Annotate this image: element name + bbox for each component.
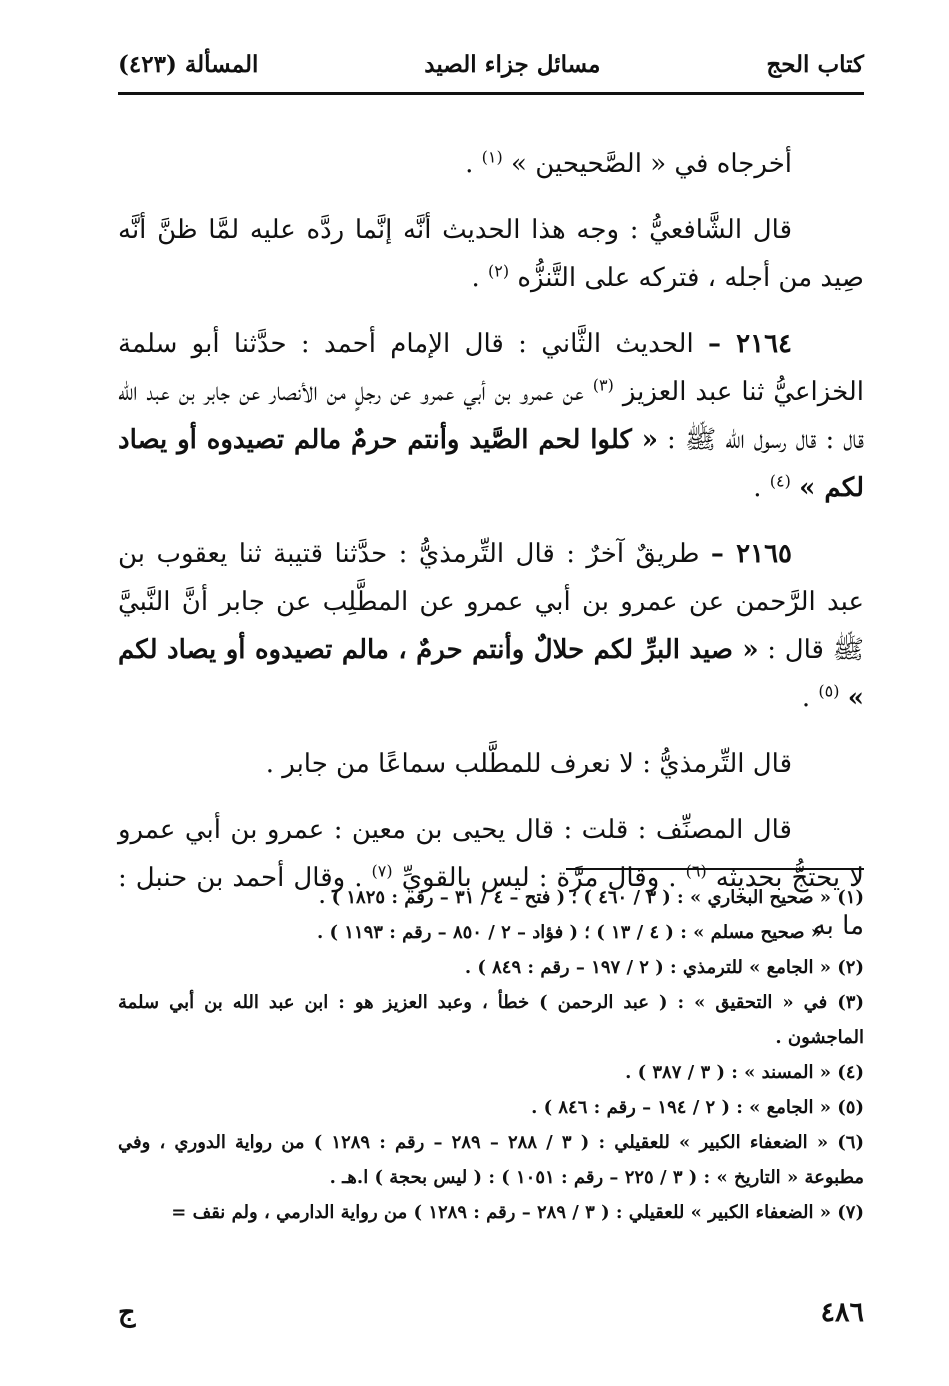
footnote-item: (٥) « الجامع » : ( ٢ / ١٩٤ – رقم : ٨٤٦ ) . bbox=[531, 1097, 864, 1118]
paragraph-2: قال الشَّافعيُّ : وجه هذا الحديث أنَّه إنَّما ردَّه عليه لمَّا ظنَّ أنَّه صِيد من أجله ، فتركه على التَّنزُّه $^{(٢)}$ . bbox=[118, 215, 864, 293]
footnote-item: (٦) « الضعفاء الكبير » للعقيلي : ( ٣ / ٢٨٨ – ٢٨٩ – رقم : ١٢٨٩ ) من رواية الدوري ، وفي مطبوعة « التاريخ » : ( ٣ / ٢٢٥ – رقم : ١٠٥١ ) : ( ليس بحجة ) ا.هـ . bbox=[118, 1132, 864, 1188]
footnote-item: (٢) « الجامع » للترمذي : ( ٢ / ١٩٧ – رقم : ٨٤٩ ) . bbox=[464, 957, 864, 978]
page-number: ٤٨٦ bbox=[820, 1296, 864, 1328]
page-footer bbox=[118, 1290, 864, 1334]
hadith-quote: « صيد البرِّ لكم حلالٌ وأنتم حرمٌ ، مالم تصيدوه أو يصاد لكم » bbox=[118, 635, 864, 713]
footnote-ref: (٤) bbox=[769, 471, 791, 491]
footnote-ref: (٧) bbox=[371, 861, 393, 881]
footnote-ref: (٦) bbox=[685, 861, 707, 881]
hadith-number: ٢١٦٤ – bbox=[708, 329, 793, 359]
signature-mark: ج bbox=[118, 1296, 136, 1328]
hadith-number: ٢١٦٥ – bbox=[710, 539, 792, 569]
footnotes bbox=[118, 880, 864, 1230]
footnote-divider bbox=[566, 868, 864, 870]
paragraph-5: قال التِّرمذيُّ : لا نعرف للمطَّلب سماعًا من جابر . bbox=[265, 749, 792, 779]
footnote-ref: (١) bbox=[481, 147, 503, 167]
running-header bbox=[118, 44, 864, 84]
footnote-item: « صحيح مسلم » : ( ٤ / ١٣ ) ؛ ( فؤاد – ٢ / ٨٥٠ – رقم : ١١٩٣ ) . bbox=[316, 922, 822, 943]
footnote-ref: (٥) bbox=[818, 681, 840, 701]
hadith-2164: ٢١٦٤ – الحديث الثَّاني : قال الإمام أحمد : حدَّثنا أبو سلمة الخزاعيُّ ثنا عبد العزيز $^{(٣)}$ عن عمرو بن أبي عمرو عن رجلٍ من الأنصار عن جابر بن عبد الله قال : قال رسول الله ﷺ : « كلوا لحم الصَّيد وأنتم حرمٌ مالم تصيدوه أو يصاد لكم » $^{(٤)}$ . bbox=[118, 329, 865, 503]
footnote-ref: (٣) bbox=[592, 375, 614, 395]
hadith-quote: « كلوا لحم الصَّيد وأنتم حرمٌ مالم تصيدوه أو يصاد لكم » bbox=[118, 425, 864, 503]
header-chapter-title: مسائل جزاء الصيد bbox=[424, 50, 601, 78]
footnote-item: (٤) « المسند » : ( ٣ / ٣٨٧ ) . bbox=[625, 1062, 864, 1083]
main-text bbox=[118, 140, 864, 968]
paragraph-1: أخرجاه في « الصَّحيحين » $^{(١)}$ . bbox=[465, 147, 792, 179]
paragraph-6: قال المصنِّف : قلت : قال يحيى بن معين : عمرو بن أبي عمرو لا يحتجُّ بحديثه $^{(٦)}$ . وقال مرَّة : ليس بالقويِّ $^{(٧)}$ . وقال أحمد بن حنبل : ما به bbox=[118, 815, 865, 941]
header-book-title: كتاب الحج bbox=[766, 50, 864, 78]
footnote-ref: (٢) bbox=[487, 261, 510, 281]
header-divider bbox=[118, 92, 864, 95]
footnote-item: (٧) « الضعفاء الكبير » للعقيلي : ( ٣ / ٢٨٩ – رقم : ١٢٨٩ ) من رواية الدارمي ، ولم نقف = bbox=[171, 1202, 864, 1223]
footnote-item: (٣) في « التحقيق » : ( عبد الرحمن ) خطأ ، وعبد العزيز هو : ابن عبد الله بن أبي سلمة الماجشون . bbox=[118, 992, 864, 1048]
header-issue-number: المسألة (٤٢٣) bbox=[118, 50, 259, 78]
hadith-2165: ٢١٦٥ – طريقٌ آخرٌ : قال التِّرمذيُّ : حدَّثنا قتيبة ثنا يعقوب بن عبد الرَّحمن عن عمرو بن أبي عمرو عن المطَّلِب عن جابر أنَّ النَّبيَّ ﷺ قال : « صيد البرِّ لكم حلالٌ وأنتم حرمٌ ، مالم تصيدوه أو يصاد لكم » $^{(٥)}$ . bbox=[118, 539, 864, 713]
footnote-item: (١) « صحيح البخاري » : ( ٣ / ٤٦٠ ) ؛ ( فتح – ٤ / ٣١ – رقم : ١٨٢٥ ) . bbox=[319, 887, 864, 908]
